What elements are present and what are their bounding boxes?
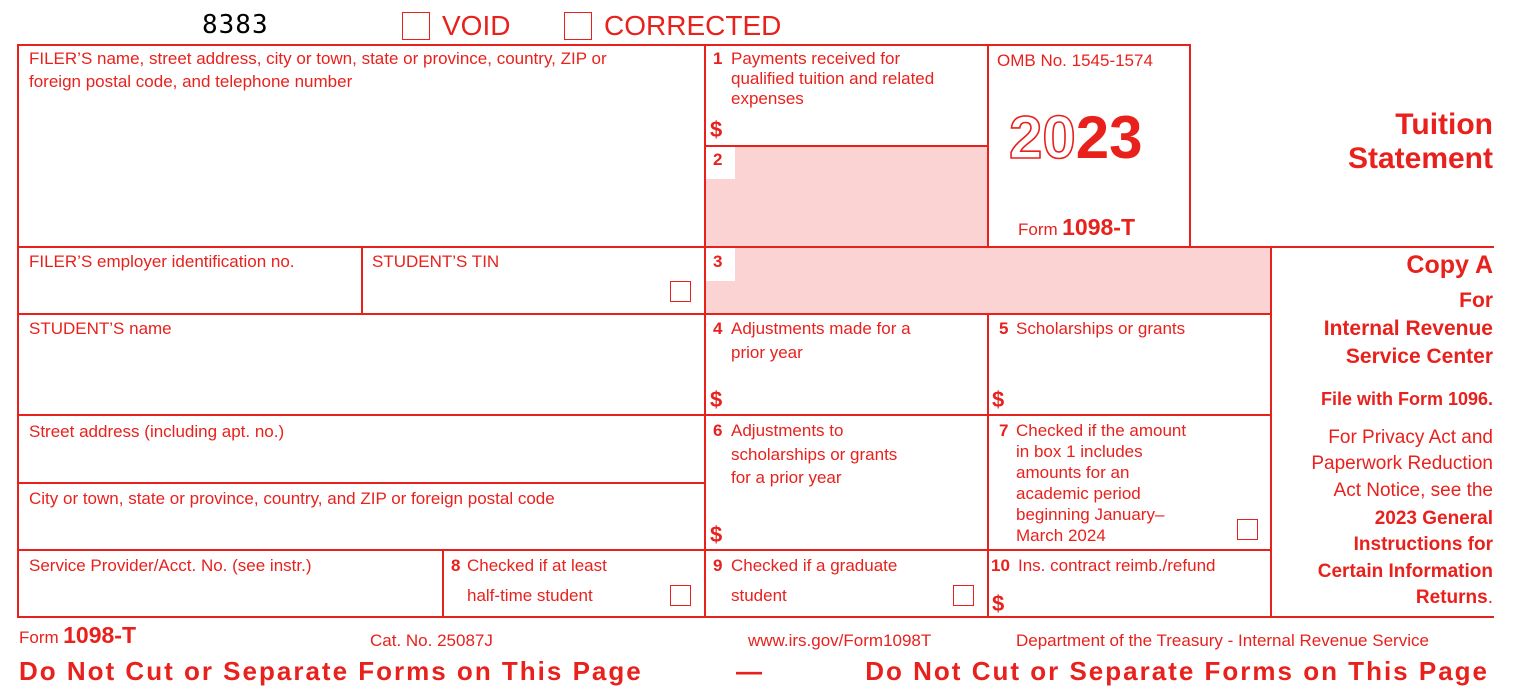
corrected-label: CORRECTED <box>604 10 782 41</box>
box9-label-line1: Checked if a graduate <box>731 556 898 575</box>
void-checkbox[interactable] <box>402 12 430 40</box>
line-row1-bottom <box>17 246 1494 248</box>
box8-number: 8 <box>451 556 461 575</box>
box1-amount-field[interactable] <box>728 112 983 142</box>
student-tin-label: STUDENT’S TIN <box>372 252 500 271</box>
box4-dollar-sign: $ <box>710 387 723 412</box>
filer-info-line2: foreign postal code, and telephone number <box>29 72 353 91</box>
copy-a-label: Copy A <box>1406 251 1493 279</box>
tax-year-bold: 23 <box>1075 104 1143 171</box>
box10-label: Ins. contract reimb./refund <box>1018 556 1216 575</box>
instructions-line1: 2023 General <box>1374 508 1493 529</box>
line-mid <box>704 44 706 618</box>
footer-form-number: 1098-T <box>63 622 136 648</box>
city-field[interactable] <box>20 512 702 548</box>
box8-label-line1: Checked if at least <box>467 556 607 575</box>
line-omb-right <box>1189 44 1191 248</box>
box6-number: 6 <box>713 421 723 440</box>
box3-number: 3 <box>713 252 723 271</box>
line-top-main <box>17 44 1191 46</box>
city-label: City or town, state or province, country, and ZIP or foreign postal code <box>29 489 555 508</box>
tax-year <box>1009 105 1143 171</box>
omb-form-id <box>1018 214 1135 241</box>
box5-dollar-sign: $ <box>992 387 1005 412</box>
box10-number: 10 <box>991 556 1010 575</box>
box6-dollar-sign: $ <box>710 522 723 547</box>
line-box1-bottom <box>705 145 988 147</box>
box9-checkbox[interactable] <box>953 585 974 606</box>
line-right-col <box>1270 246 1272 618</box>
box4-number: 4 <box>713 319 723 338</box>
corrected-checkbox[interactable] <box>564 12 592 40</box>
student-name-label: STUDENT’S name <box>29 319 172 338</box>
box9-label-line2: student <box>731 586 787 605</box>
title-statement: Statement <box>1347 142 1493 175</box>
privacy-line2: Paperwork Reduction <box>1311 453 1493 474</box>
line-col5 <box>987 313 989 618</box>
box3-shade <box>706 248 1270 313</box>
privacy-line1: For Privacy Act and <box>1328 427 1493 448</box>
line-left <box>17 44 19 618</box>
box7-label-line3: amounts for an <box>1016 463 1130 482</box>
omb-form-word: Form <box>1018 220 1058 239</box>
do-not-cut-dash: — <box>736 656 762 686</box>
student-tin-field[interactable] <box>365 274 660 311</box>
footer-form-word: Form <box>19 628 59 647</box>
instructions-returns: Returns <box>1415 587 1488 608</box>
box5-label: Scholarships or grants <box>1016 319 1186 338</box>
filer-ein-label: FILER’S employer identification no. <box>29 252 295 271</box>
instructions-line2: Instructions for <box>1353 534 1493 555</box>
box7-label-line2: in box 1 includes <box>1016 442 1143 461</box>
instructions-period: . <box>1487 587 1493 608</box>
box8-label-line2: half-time student <box>467 586 593 605</box>
box2-number: 2 <box>713 150 723 169</box>
footer-cat-no: Cat. No. 25087J <box>370 631 493 650</box>
street-address-field[interactable] <box>20 445 702 481</box>
do-not-cut-left: Do Not Cut or Separate Forms on This Page <box>19 656 643 686</box>
box6-label-line2: scholarships or grants <box>731 445 898 464</box>
omb-form-number: 1098-T <box>1062 214 1135 240</box>
street-address-label: Street address (including apt. no.) <box>29 422 285 441</box>
box1-number: 1 <box>713 49 723 68</box>
line-row2-bottom <box>17 313 1272 315</box>
box7-label-line1: Checked if the amount <box>1016 421 1187 440</box>
copy-for-label: For <box>1459 289 1493 312</box>
box7-label-line5: beginning January– <box>1016 505 1165 524</box>
line-street-bottom <box>17 482 706 484</box>
line-ein-tin <box>361 246 363 315</box>
form-id-number: 8383 <box>202 10 269 40</box>
box7-label-line4: academic period <box>1016 484 1141 503</box>
box8-checkbox[interactable] <box>670 585 691 606</box>
title-tuition: Tuition <box>1395 108 1493 141</box>
box9-number: 9 <box>713 556 723 575</box>
irs-line2: Service Center <box>1345 345 1493 368</box>
footer-department: Department of the Treasury - Internal Revenue Service <box>1016 631 1429 650</box>
file-with-1096: File with Form 1096. <box>1320 389 1493 409</box>
footer-url[interactable]: www.irs.gov/Form1098T <box>748 631 932 650</box>
box6-label-line3: for a prior year <box>731 468 842 487</box>
student-tin-checkbox[interactable] <box>670 281 691 302</box>
footer-form-id <box>19 622 136 649</box>
box7-label-line6: March 2024 <box>1016 526 1106 545</box>
box5-number: 5 <box>999 319 1009 338</box>
line-sp-box8 <box>442 549 444 618</box>
box4-label-line1: Adjustments made for a <box>731 319 911 338</box>
line-omb-left <box>987 44 989 248</box>
line-form-bottom <box>17 616 1494 618</box>
box1-label-line3: expenses <box>731 89 804 108</box>
box5-amount-field[interactable] <box>1010 382 1265 412</box>
box10-dollar-sign: $ <box>992 591 1005 616</box>
box1-label-line1: Payments received for <box>731 49 901 68</box>
service-provider-field[interactable] <box>20 580 438 614</box>
omb-number: OMB No. 1545-1574 <box>997 51 1153 70</box>
filer-info-line1: FILER’S name, street address, city or town, state or province, country, ZIP or <box>29 49 607 68</box>
box2-shade <box>706 146 987 246</box>
filer-ein-field[interactable] <box>20 274 358 311</box>
line-row3-bottom <box>17 414 1272 416</box>
tax-year-outline: 20 <box>1009 104 1076 171</box>
privacy-line3: Act Notice, see the <box>1333 480 1493 501</box>
box7-number: 7 <box>999 421 1009 440</box>
box6-label-line1: Adjustments to <box>731 421 844 440</box>
instructions-line3: Certain Information <box>1317 561 1493 582</box>
box6-amount-field[interactable] <box>728 517 983 547</box>
do-not-cut-right: Do Not Cut or Separate Forms on This Page <box>865 656 1489 686</box>
box10-amount-field[interactable] <box>1010 584 1265 614</box>
box1-dollar-sign: $ <box>710 117 723 142</box>
box1-label-line2: qualified tuition and related <box>731 69 935 88</box>
box4-label-line2: prior year <box>731 343 803 362</box>
box7-checkbox[interactable] <box>1237 519 1258 540</box>
void-label: VOID <box>442 10 511 41</box>
box4-amount-field[interactable] <box>728 382 983 412</box>
line-row4-bottom <box>17 549 1272 551</box>
instructions-line4 <box>1416 586 1493 610</box>
student-name-field[interactable] <box>20 343 702 412</box>
service-provider-label: Service Provider/Acct. No. (see instr.) <box>29 556 312 575</box>
irs-line1: Internal Revenue <box>1323 317 1493 340</box>
filer-info-field[interactable] <box>20 95 702 245</box>
